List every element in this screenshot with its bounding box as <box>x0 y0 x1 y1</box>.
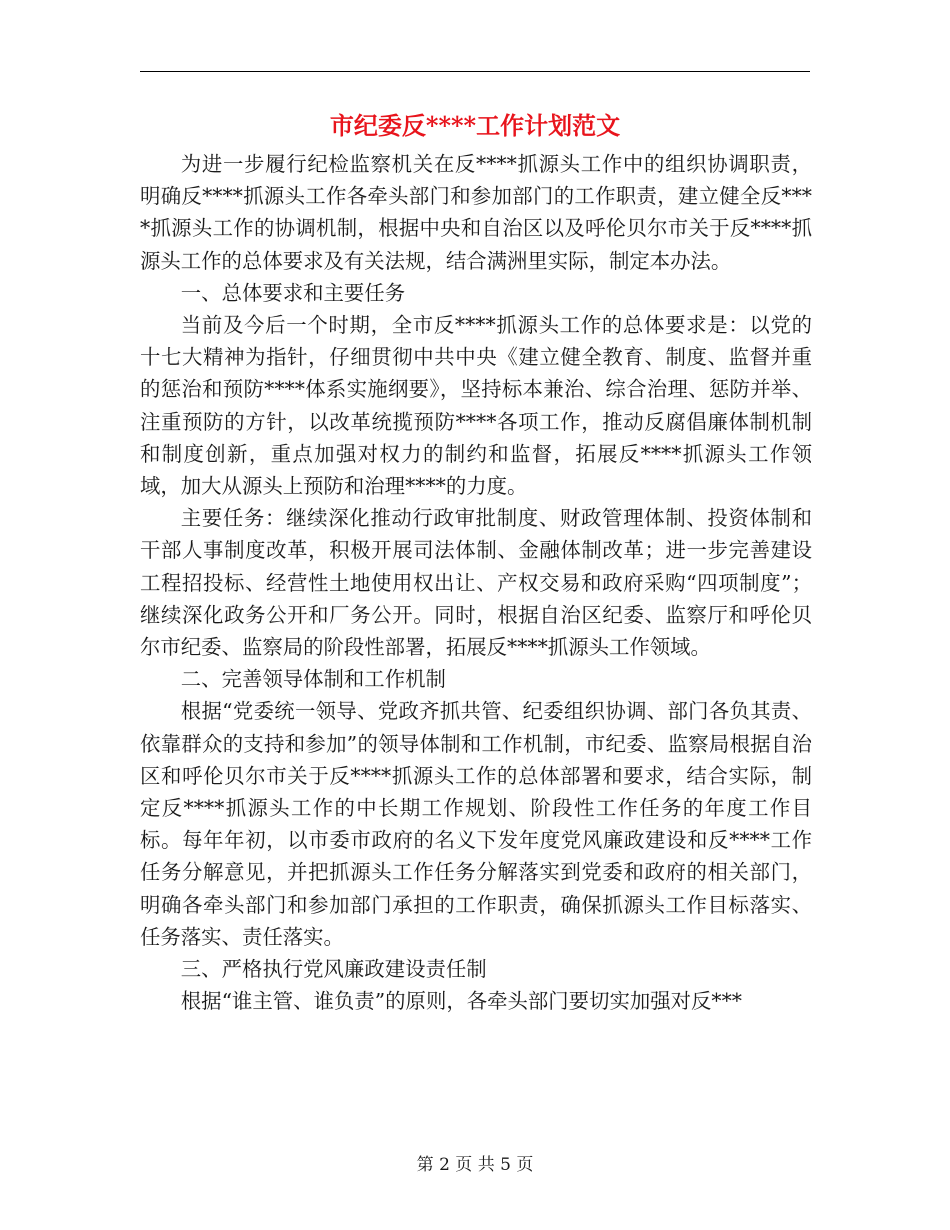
paragraph-responsibility: 根据“谁主管、谁负责”的原则，各牵头部门要切实加强对反*** <box>180 989 742 1014</box>
page-number-footer: 第 2 页 共 5 页 <box>416 1155 534 1175</box>
document-body <box>140 148 812 1017</box>
header-rule <box>140 71 810 72</box>
document-title: 市纪委反****工作计划范文 <box>329 111 621 140</box>
paragraph-main-tasks: 主要任务：继续深化推动行政审批制度、财政管理体制、投资体制和干部人事制度改革，积极开展司法体制、金融体制改革；进一步完善建设工程招投标、经营性土地使用权出让、产权交易和政府采购“四项制度”；继续深化政务公开和厂务公开。同时，根据自治区纪委、监察厅和呼伦贝尔市纪委、监察局的阶段性部署，拓展反****抓源头工作领域。 <box>140 506 812 660</box>
paragraph-leadership-system: 根据“党委统一领导、党政齐抓共管、纪委组织协调、部门各负其责、依靠群众的支持和参加”的领导体制和工作机制，市纪委、监察局根据自治区和呼伦贝尔市关于反****抓源头工作的总体部署和要求，结合实际，制定反****抓源头工作的中长期工作规划、阶段性工作任务的年度工作目标。每年年初，以市委市政府的名义下发年度党风廉政建设和反****工作任务分解意见，并把抓源头工作任务分解落实到党委和政府的相关部门，明确各牵头部门和参加部门承担的工作职责，确保抓源头工作目标落实、任务落实、责任落实。 <box>140 699 812 949</box>
section-heading-2: 二、完善领导体制和工作机制 <box>180 667 446 692</box>
section-heading-3: 三、严格执行党风廉政建设责任制 <box>180 957 487 982</box>
section-heading-1: 一、总体要求和主要任务 <box>180 280 406 305</box>
paragraph-general-requirements: 当前及今后一个时期，全市反****抓源头工作的总体要求是：以党的十七大精神为指针，仔细贯彻中共中央《建立健全教育、制度、监督并重的惩治和预防****体系实施纲要》，坚持标本兼治、综合治理、惩防并举、注重预防的方针，以改革统揽预防****各项工作，推动反腐倡廉体制机制和制度创新，重点加强对权力的制约和监督，拓展反****抓源头工作领域，加大从源头上预防和治理****的力度。 <box>140 313 812 499</box>
paragraph-intro: 为进一步履行纪检监察机关在反****抓源头工作中的组织协调职责，明确反****抓源头工作各牵头部门和参加部门的工作职责，建立健全反****抓源头工作的协调机制，根据中央和自治区以及呼伦贝尔市关于反****抓源头工作的总体要求及有关法规，结合满洲里实际，制定本办法。 <box>140 152 812 273</box>
